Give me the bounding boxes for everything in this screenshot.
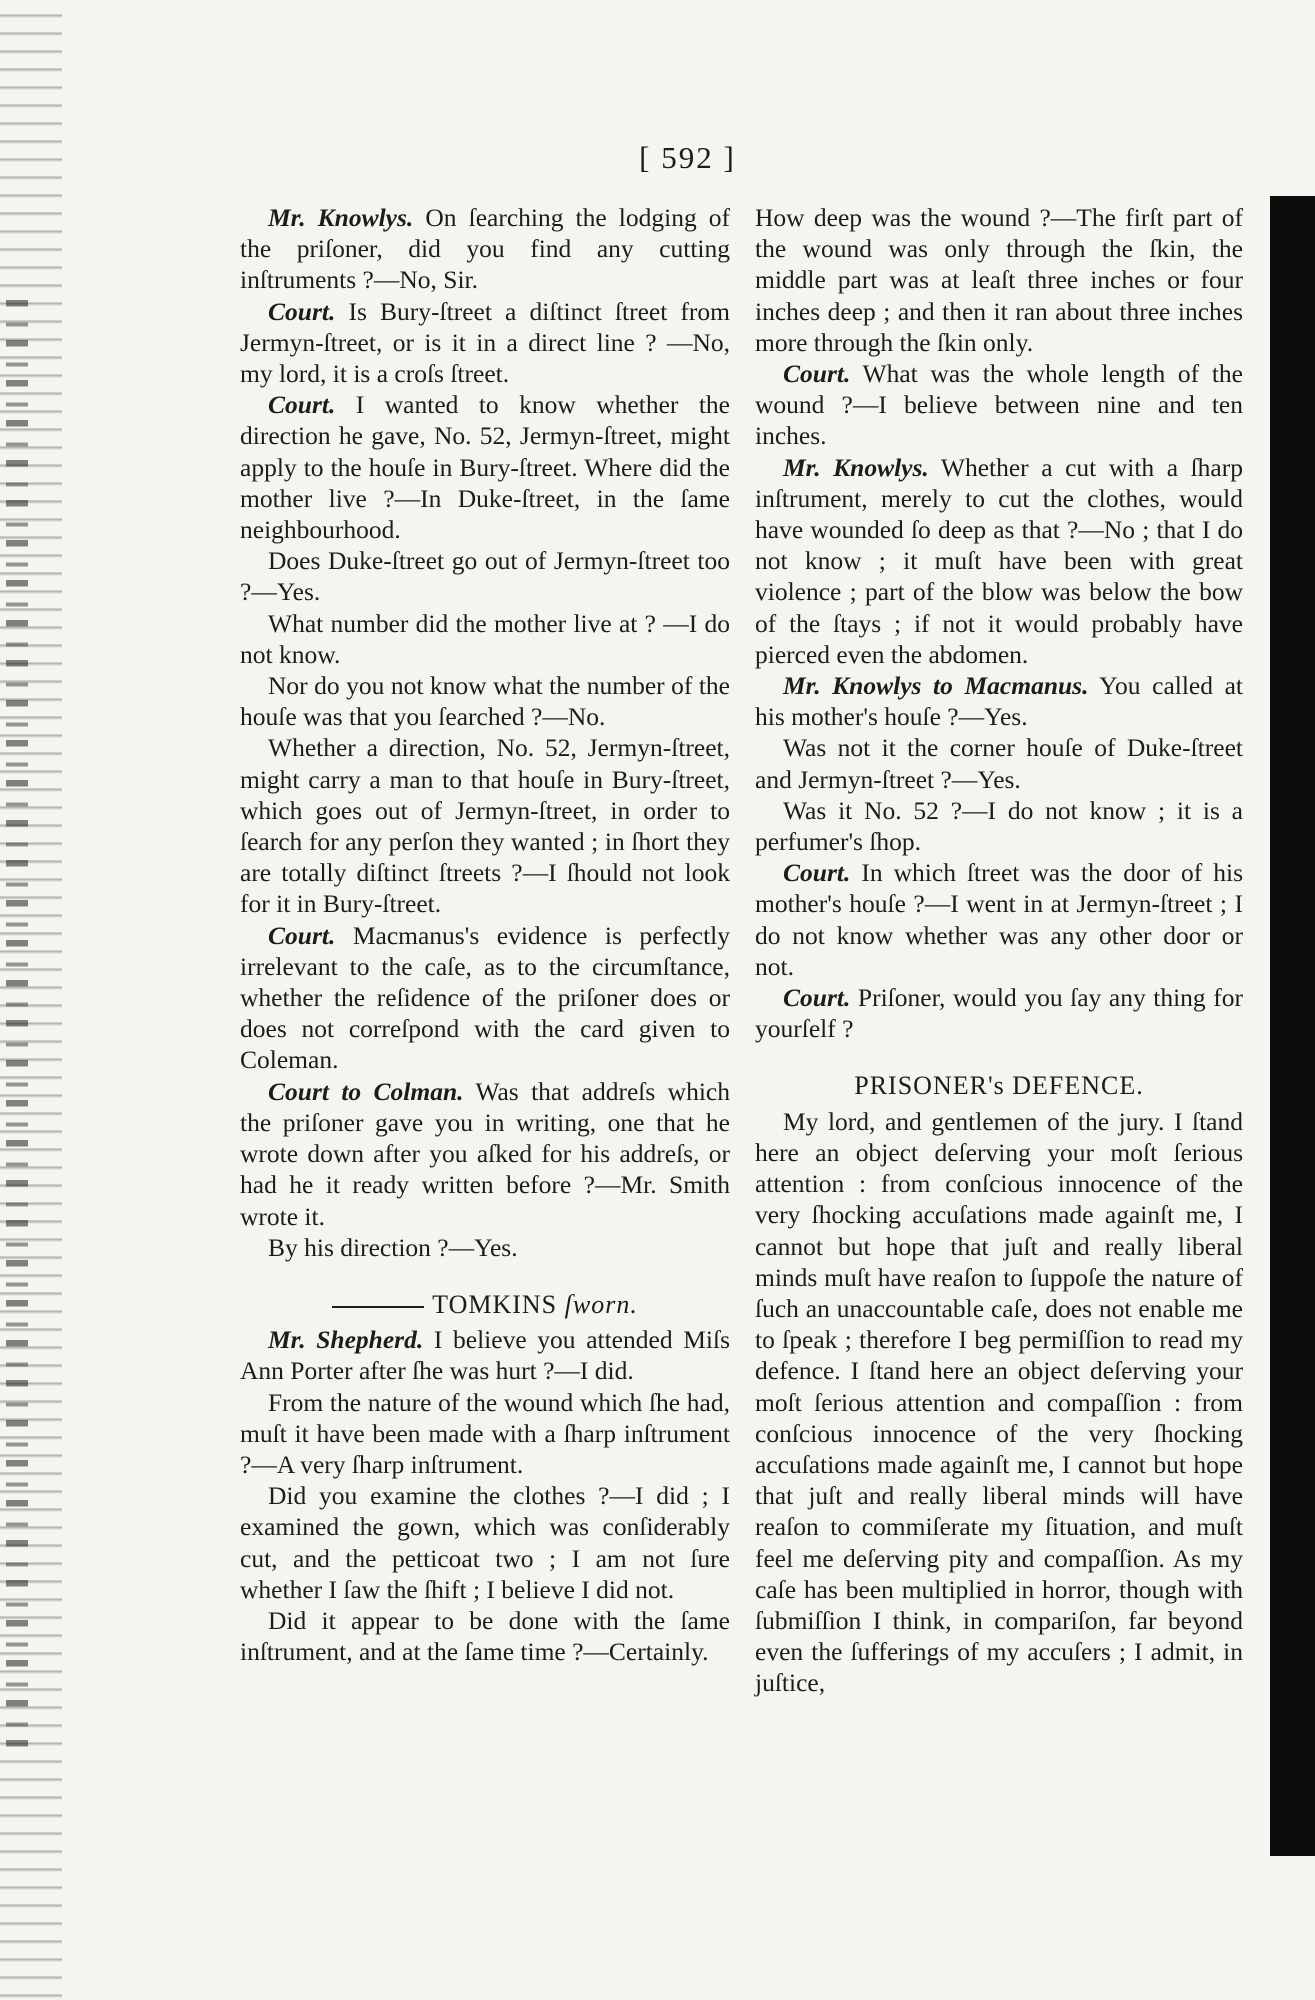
right-column bbox=[755, 202, 1243, 1699]
paragraph: Court. What was the whole length of the wound ?—I believe between nine and ten inches. bbox=[755, 359, 1243, 451]
paragraph: Mr. Shepherd. I believe you attended Miſs Ann Porter after ſhe was hurt ?—I did. bbox=[240, 1325, 730, 1386]
paragraph: Court. In which ſtreet was the door of his mother's houſe ?—I went in at Jermyn-ſtreet ; I do not know whether was any other door or not. bbox=[755, 858, 1244, 981]
scan-right-edge-bar bbox=[1270, 196, 1315, 1856]
paragraph: Was not it the corner houſe of Duke-ſtreet and Jermyn-ſtreet ?—Yes. bbox=[755, 733, 1243, 794]
paragraph: Court to Colman. Was that addreſs which the priſoner gave you in writing, one that he wrote down after you aſked for his addreſs, or had he it ready written before ?—Mr. Smith wrote it. bbox=[240, 1076, 730, 1231]
paragraph: Court. I wanted to know whether the direction he gave, No. 52, Jermyn-ſtreet, might apply to the houſe in Bury-ſtreet. Where did the mother live ?—In Duke-ſtreet, in the ſame neighbourhood. bbox=[240, 390, 730, 545]
paragraph: What number did the mother live at ? —I do not know. bbox=[240, 608, 730, 669]
paragraph: How deep was the wound ?—The firſt part of the wound was only through the ſkin, the middle part was at leaſt three inches or four inches deep ; and then it ran about three inches more through the ſkin only. bbox=[755, 203, 1243, 357]
paragraph: Court. Macmanus's evidence is perfectly irrelevant to the caſe, as to the circumſtance, whether the reſidence of the priſoner does or does not correſpond with the card given to Coleman. bbox=[240, 920, 730, 1075]
paragraph: Mr. Knowlys. Whether a cut with a ſharp inſtrument, merely to cut the clothes, would have wounded ſo deep as that ?—No ; that I do not know ; it muſt have been with great violence ; part of the blow was below the bow of the ſtays ; if not it would probably have pierced even the abdomen. bbox=[755, 452, 1243, 669]
paragraph: Mr. Knowlys. On ſearching the lodging of the priſoner, did you find any cutting inſtruments ?—No, Sir. bbox=[240, 203, 731, 295]
paragraph: Did it appear to be done with the ſame inſtrument, and at the ſame time ?—Certainly. bbox=[240, 1605, 730, 1667]
paragraph: Court. Priſoner, would you ſay any thing for yourſelf ? bbox=[755, 983, 1243, 1044]
left-column bbox=[240, 202, 730, 1667]
paragraph: Does Duke-ſtreet go out of Jermyn-ſtreet too ?—Yes. bbox=[240, 546, 730, 607]
paragraph: Did you examine the clothes ?—I did ; I examined the gown, which was conſiderably cut, and the petticoat two ; I am not ſure whether I ſaw the ſhift ; I believe I did not. bbox=[240, 1481, 730, 1604]
defence-heading: PRISONER's DEFENCE. bbox=[854, 1071, 1144, 1101]
page-number: [ 592 ] bbox=[639, 140, 736, 175]
defence-paragraph: My lord, and gentlemen of the jury. I ſtand here an object deſerving your moſt ſerious attention : from conſcious innocence of the very ſhocking accuſations made againſt me, I cannot but hope that juſt and really liberal minds muſt have reaſon to ſuppoſe the nature of ſuch an unaccountable caſe, does not enable me to ſpeak ; therefore I beg permiſſion to read my defence. I ſtand here an object deſerving your moſt ſerious attention and compaſſion : from conſcious innocence of the very ſhocking accuſations made againſt me, I cannot but hope that juſt and really liberal minds will have reaſon to commiſerate my ſituation, and muſt feel me deſerving pity and compaſſion. As my caſe has been multiplied in horror, though with ſubmiſſion I think, in compariſon, far beyond even the ſufferings of my accuſers ; I admit, in juſtice, bbox=[755, 1106, 1243, 1698]
heading-rule bbox=[332, 1306, 424, 1308]
scan-gutter-edge bbox=[0, 0, 62, 2000]
paragraph: From the nature of the wound which ſhe had, muſt it have been made with a ſharp inſtrument ?—A very ſharp inſtrument. bbox=[240, 1387, 730, 1479]
paragraph: Court. Is Bury-ſtreet a diſtinct ſtreet from Jermyn-ſtreet, or is it in a direct line ? —No, my lord, it is a croſs ſtreet. bbox=[240, 296, 730, 389]
paragraph: Mr. Knowlys to Macmanus. You called at his mother's houſe ?—Yes. bbox=[755, 671, 1244, 732]
paragraph: Was it No. 52 ?—I do not know ; it is a perfumer's ſhop. bbox=[755, 795, 1243, 857]
paragraph: Nor do you not know what the number of the houſe was that you ſearched ?—No. bbox=[240, 671, 730, 732]
paragraph: Whether a direction, No. 52, Jermyn-ſtreet, might carry a man to that houſe in Bury-ſtreet, which goes out of Jermyn-ſtreet, in order to ſearch for any perſon they wanted ; in ſhort they are totally diſtinct ſtreets ?—I ſhould not look for it in Bury-ſtreet. bbox=[240, 733, 730, 919]
paragraph: By his direction ?—Yes. bbox=[268, 1232, 518, 1262]
witness-heading: TOMKINS ſworn. bbox=[240, 1289, 730, 1320]
